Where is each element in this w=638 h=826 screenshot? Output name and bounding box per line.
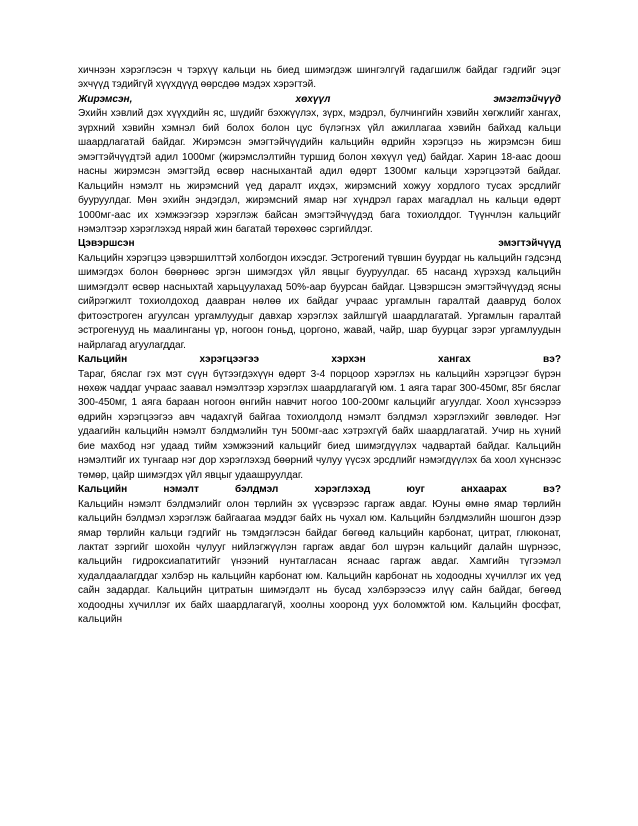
paragraph-intro-continuation: хичнээн хэрэглэсэн ч тэрхүү кальци нь биед шимэгдэж шингэлгүй гадагшилж байдаг гэдгийг эцэг эхчүүд тэдийгүй хүүхдүүд өөрсдөө мэдэх хэрэгтэй. bbox=[78, 65, 561, 91]
heading-how-to-meet-calcium-needs: Кальцийн хэрэгцээгээ хэрхэн хангах вэ? bbox=[78, 354, 561, 366]
paragraph-supplement-types: Кальцийн нэмэлт бэлдмэлийг олон төрлийн эх үүсвэрээс гаргаж авдаг. Юуны өмнө ямар төрлийн кальцийн бэлдмэл хэрэглэж байгаагаа мэддэг байх нь чухал юм. Кальцийн бэлдмэлийн шошгон дээр ямар төрлийн кальци гэдгийг нь тэмдэглэсэн байдаг бөгөөд кальцийн карбонат, цитрат, глюконат, лактат зэргийг шохойн чулууг нийлэгжүүлэн гаргаж авдаг бол шүрэн кальцийг далайн шүрнээс, кальцийн гидроксиапатитийг үнээний нунтагласан яснаас гаргаж авдаг. Хамгийн түгээмэл худалдаалагддаг хэлбэр нь кальцийн карбонат юм. Кальцийн карбонат нь ходоодны хүчиллэг их үед сайн задардаг. Кальцийн цитратын шимэгдэлт нь бусад хэлбэрээсээ илүү сайн байдаг, бөгөөд ходоодны хүчиллэг их байх шаардлагагүй, хоолны хооронд уух боломжтой юм. Кальцийн фосфат, кальцийн bbox=[78, 498, 561, 626]
heading-pregnant-lactating-women: Жирэмсэн, хөхүүл эмэгтэйчүүд bbox=[78, 93, 561, 105]
document-page bbox=[78, 64, 561, 628]
heading-menopausal-women: Цэвэршсэн эмэгтэйчүүд bbox=[78, 238, 561, 250]
paragraph-pregnant-women: Эхийн хэвлий дэх хүүхдийн яс, шүдийг бэхжүүлэх, зүрх, мэдрэл, булчингийн хэвийн хөгжлийг хангах, зүрхний хэвийн хэмнэл бий болох болон цус бүлэгнэх үйл ажиллагаа хэвийн байхад кальци шаардлагатай байдаг. Жирэмсэн эмэгтэйчүүдийн кальцийн өдрийн хэрэгцээ нь жирэмсэн биш эмэгтэйчүүдтэй адил 1000мг (жирэмслэлтийн туршид болон хөхүүл үед) байдаг. Харин 18-аас доош насны жирэмсэн эмэгтэйд өсвөр насныхантай адил өдөрт 1300мг кальци хэрэгцээтэй байдаг. Кальцийн нэмэлт нь жирэмсний үед даралт ихдэх, жирэмсний хожуу хордлого тусах эрсдлийг бууруулдаг. Мөн эхийн эндэгдэл, жирэмсний ямар нэг хүндрэл гарах магадлал нь кальци өдөрт 1000мг-аас их хэмжээгээр хэрэглэж байсан эмэгтэйчүүдэд бага тохиолддог. Түүнчлэн кальцийг нэмэлтээр хэрэглэхэд нярай жин багатай төрөхөөс сэргийлдэг. bbox=[78, 108, 561, 235]
paragraph-calcium-needs: Тараг, бяслаг гэх мэт сүүн бүтээгдэхүүн өдөрт 3-4 порцоор хэрэглэх нь кальцийн хэрэгцээг бүрэн нөхөж чаддаг учраас заавал нэмэлтээр хэрэглэх шаардлагагүй юм. 1 аяга тараг 300-450мг, 85г бяслаг 300-450мг, 1 аяга бараан ногоон өнгийн навчит ногоо 100-200мг кальцийг агуулдаг. Хоол хүнсээрээ өдрийн хэрэгцээгээ авч чадахгүй байгаа тохиолдолд нэмэлт бэлдмэл хэрэглэхийг зөвлөдөг. Нэг удаагийн кальцийн нэмэлт бэлдмэлийн тун 500мг-аас хэтрэхгүй байх шаардлагатай. Учир нь хүний бие махбод нэг удаад тийм хэмжээний кальцийг биед шимэгдүүлэх чадвартай байдаг. Кальцийн нэмэлтийг их тунгаар нэг дор хэрэглэхэд бөөрний чулуу үүсэх эрсдлийг нэмэгдүүлэх ба хоол хүнснээс төмөр, цайр шимэгдэх үйл явцыг удаашруулдаг. bbox=[78, 368, 561, 481]
paragraph-menopausal-women: Кальцийн хэрэгцээ цэвэршилттэй холбогдон ихэсдэг. Эстрогений түвшин буурдаг нь кальцийн гэдсэнд шимэгдэх болон бөөрнөөс эргэн шимэгдэх үйл явцыг бууруулдаг. 65 насанд хүрэхэд кальцийн шимэгдэлт өсвөр насныхтай харьцуулахад 50%-аар буурсан байдаг. Цэвэршсэн эмэгтэйчүүдэд ясны сийрэгжилт тохиолдоход даавран нөлөө их байдаг учраас ургамлын гаралтай даавруд болох фитоэстроген агуулсан ургамлуудыг давхар хэрэглэх зайлшгүй шаардлагатай. Ургамлын гаралтай эстрогенууд нь маалинганы үр, ногоон гоньд, цоргоно, жавай, чайр, шар буурцаг зэрэг ургамлуудын найрлагад агуулагддаг. bbox=[78, 252, 561, 351]
heading-supplement-cautions: Кальцийн нэмэлт бэлдмэл хэрэглэхэд юуг анхаарах вэ? bbox=[78, 484, 561, 496]
